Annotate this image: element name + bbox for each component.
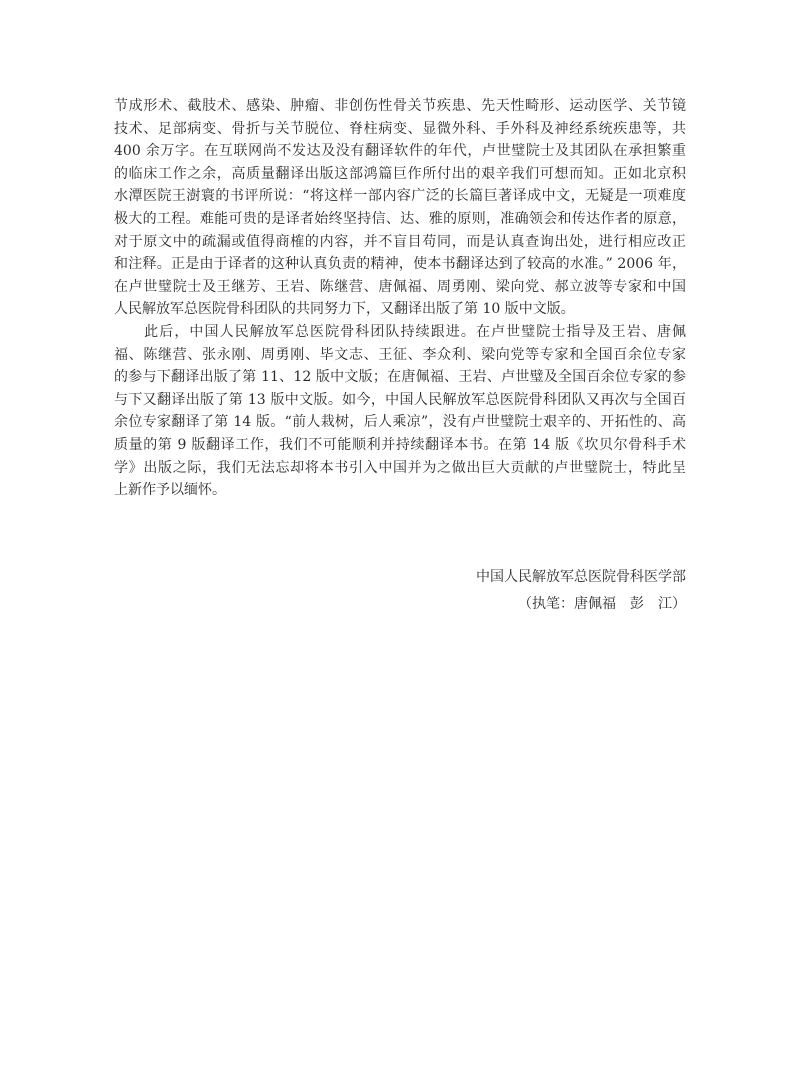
text-line: 水潭医院王澍寰的书评所说：“将这样一部内容广泛的长篇巨著译成中文，无疑是一项难度	[114, 188, 686, 205]
text-line: 和注释。正是由于译者的这种认真负责的精神，使本书翻译达到了较高的水准。” 2006 年，	[114, 256, 686, 273]
text-line: 福、陈继营、张永刚、周勇刚、毕文志、王征、李众利、梁向党等专家和全国百余位专家	[114, 346, 686, 363]
text-line: 学》出版之际，我们无法忘却将本书引入中国并为之做出巨大贡献的卢世璧院士，特此呈	[114, 459, 686, 476]
body-text	[114, 95, 686, 502]
text-line: 节成形术、截肢术、感染、肿瘤、非创伤性骨关节疾患、先天性畸形、运动医学、关节镜	[114, 98, 686, 114]
paragraph-2	[114, 321, 686, 502]
text-line: 极大的工程。难能可贵的是译者始终坚持信、达、雅的原则，准确领会和传达作者的原意，	[114, 210, 686, 227]
paragraph-1	[114, 95, 686, 321]
text-line: 与下又翻译出版了第 13 版中文版。如今，中国人民解放军总医院骨科团队又再次与全国百	[114, 391, 686, 408]
signature-authors: （执笔：唐佩福 彭 江）	[518, 596, 686, 612]
text-line: 余位专家翻译了第 14 版。“前人栽树，后人乘凉”，没有卢世璧院士艰辛的、开拓性的、高	[114, 414, 686, 431]
text-line: 此后，中国人民解放军总医院骨科团队持续跟进。在卢世璧院士指导及王岩、唐佩	[114, 323, 686, 340]
signature-organization: 中国人民解放军总医院骨科医学部	[476, 569, 686, 585]
text-line: 在卢世璧院士及王继芳、王岩、陈继营、唐佩福、周勇刚、梁向党、郝立波等专家和中国	[114, 278, 686, 295]
text-line: 的参与下翻译出版了第 11、12 版中文版；在唐佩福、王岩、卢世璧及全国百余位专家的参	[114, 369, 686, 386]
text-line: 人民解放军总医院骨科团队的共同努力下，又翻译出版了第 10 版中文版。	[114, 301, 575, 318]
text-line: 质量的第 9 版翻译工作，我们不可能顺利并持续翻译本书。在第 14 版《坎贝尔骨科手术	[114, 436, 686, 453]
text-line: 对于原文中的疏漏或值得商榷的内容，并不盲目苟同，而是认真查询出处，进行相应改正	[114, 233, 686, 250]
text-line: 400 余万字。在互联网尚不发达及没有翻译软件的年代，卢世璧院士及其团队在承担繁重	[114, 143, 686, 160]
text-line: 的临床工作之余，高质量翻译出版这部鸿篇巨作所付出的艰辛我们可想而知。正如北京积	[114, 165, 686, 182]
text-line: 上新作予以缅怀。	[114, 482, 226, 499]
text-line: 技术、足部病变、骨折与关节脱位、脊柱病变、显微外科、手外科及神经系统疾患等，共	[114, 120, 686, 137]
